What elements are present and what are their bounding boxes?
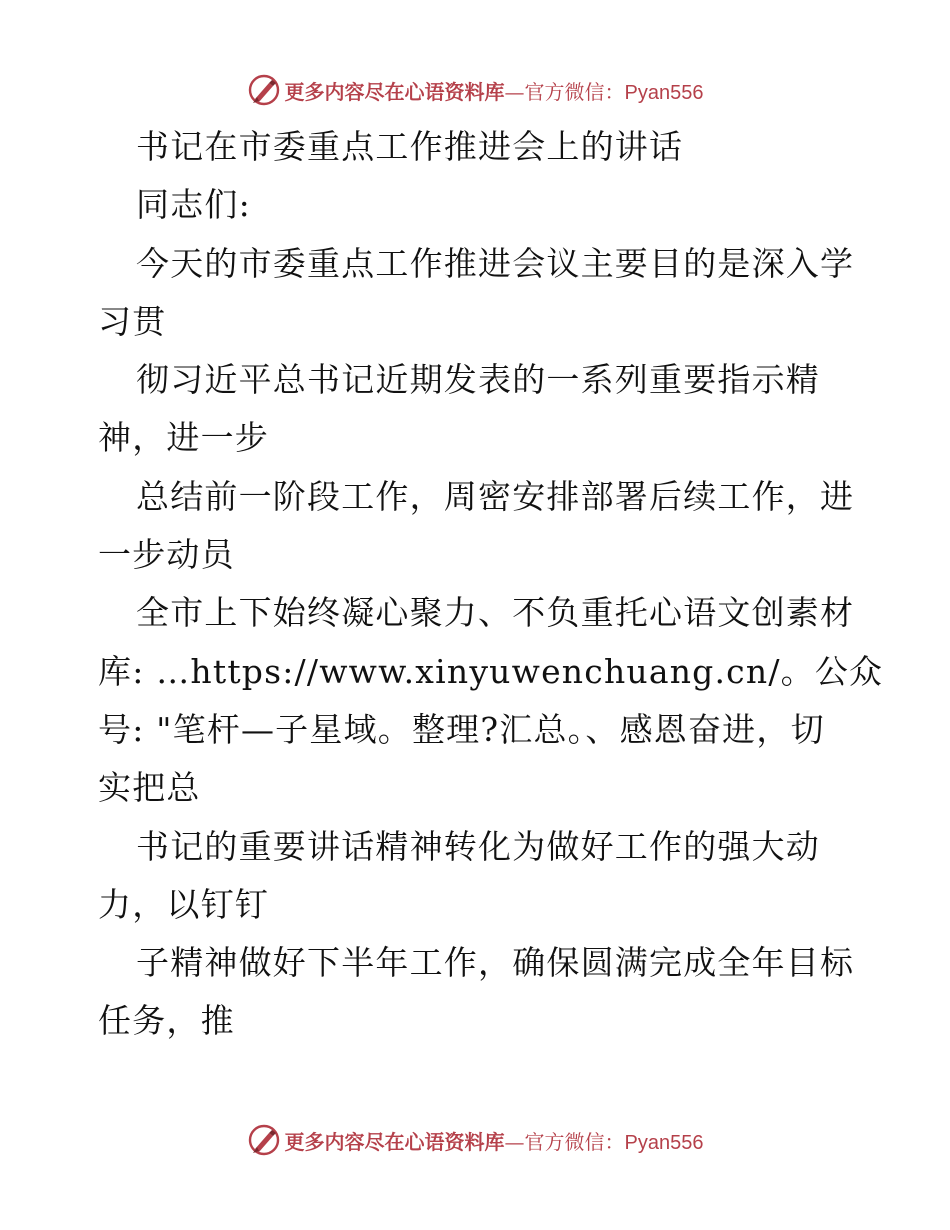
document-line: 库: …https://www.xinyuwenchuang.cn/。公众 bbox=[98, 651, 884, 691]
pen-logo-icon bbox=[247, 1123, 281, 1157]
watermark-text bbox=[285, 76, 704, 105]
document-line: 实把总 bbox=[98, 768, 201, 808]
watermark-wechat: 官方微信：Pyan556 bbox=[524, 81, 704, 104]
document-line: 号: "笔杆—子星域。整理?汇总。、感恩奋进，切 bbox=[98, 709, 825, 749]
document-line: 神，进一步 bbox=[98, 418, 269, 458]
document-line: 书记在市委重点工作推进会上的讲话 bbox=[136, 127, 684, 166]
document-line: 子精神做好下半年工作，确保圆满完成全年目标 bbox=[136, 943, 855, 983]
document-line: 全市上下始终凝心聚力、不负重托心语文创素材 bbox=[136, 593, 855, 633]
watermark-text bbox=[285, 1126, 704, 1155]
document-line: 今天的市委重点工作推进会议主要目的是深入学 bbox=[136, 243, 855, 283]
watermark-dash: — bbox=[504, 1129, 525, 1154]
document-line: 彻习近平总书记近期发表的一系列重要指示精 bbox=[136, 360, 820, 400]
watermark-wechat: 官方微信：Pyan556 bbox=[524, 1131, 704, 1154]
document-line: 任务，推 bbox=[98, 1001, 235, 1041]
header-watermark-banner bbox=[0, 70, 950, 110]
document-line: 力，以钉钉 bbox=[98, 884, 269, 924]
document-line: 同志们: bbox=[136, 185, 251, 225]
document-line: 习贯 bbox=[98, 301, 167, 341]
watermark-main: 更多内容尽在心语资料库 bbox=[284, 79, 505, 104]
watermark-main: 更多内容尽在心语资料库 bbox=[284, 1129, 505, 1154]
document-body bbox=[98, 118, 884, 1051]
pen-logo-icon bbox=[247, 73, 281, 107]
footer-watermark-banner bbox=[0, 1120, 950, 1160]
document-line: 总结前一阶段工作，周密安排部署后续工作，进 bbox=[136, 476, 855, 516]
document-line: 一步动员 bbox=[98, 535, 235, 575]
watermark-dash: — bbox=[504, 79, 525, 104]
document-line: 书记的重要讲话精神转化为做好工作的强大动 bbox=[136, 826, 820, 866]
